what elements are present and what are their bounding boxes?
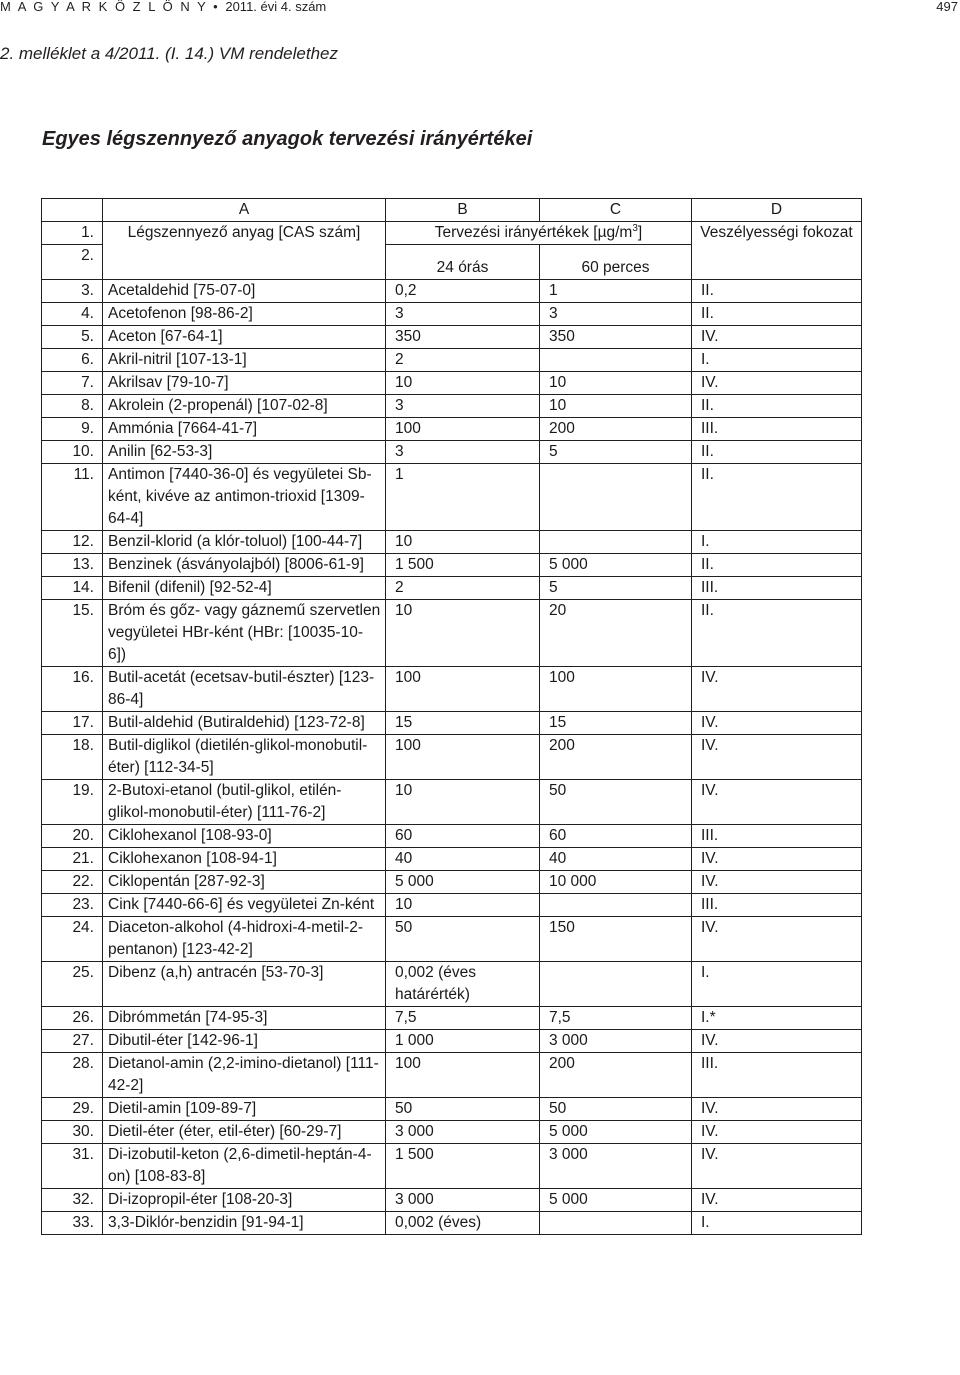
value-24h-cell: 2 (386, 349, 540, 372)
value-24h-cell: 1 (386, 464, 540, 531)
table-row (42, 917, 862, 962)
value-60m-cell: 100 (540, 667, 692, 712)
col-letter-c: C (540, 199, 692, 222)
hazard-cell: II. (692, 441, 862, 464)
substance-cell: Dietil-amin [109-89-7] (103, 1098, 386, 1121)
value-24h-cell: 3 000 (386, 1121, 540, 1144)
row-number: 26. (42, 1007, 103, 1030)
table-row (42, 280, 862, 303)
row-number: 2. (42, 245, 103, 280)
hazard-cell: I. (692, 1212, 862, 1235)
table-row (42, 372, 862, 395)
value-60m-cell (540, 962, 692, 1007)
hazard-cell: IV. (692, 1030, 862, 1053)
table-row (42, 894, 862, 917)
substance-cell: Anilin [62-53-3] (103, 441, 386, 464)
substance-cell: Akril-nitril [107-13-1] (103, 349, 386, 372)
substance-cell: Bróm és gőz- vagy gáznemű szervetlen vegyületei HBr-ként (HBr: [10035-10-6]) (103, 600, 386, 667)
journal-name: M A G Y A R K Ö Z L Ö N Y (0, 0, 208, 14)
value-24h-cell: 100 (386, 418, 540, 441)
row-number: 8. (42, 395, 103, 418)
hazard-cell: IV. (692, 712, 862, 735)
row-number: 3. (42, 280, 103, 303)
value-24h-cell: 100 (386, 1053, 540, 1098)
value-24h-cell: 7,5 (386, 1007, 540, 1030)
hazard-cell: IV. (692, 917, 862, 962)
table-row (42, 962, 862, 1007)
hazard-cell: IV. (692, 667, 862, 712)
substance-cell: Ammónia [7664-41-7] (103, 418, 386, 441)
hazard-cell: IV. (692, 1098, 862, 1121)
substance-header: Légszennyező anyag [CAS szám] (103, 222, 386, 280)
hazard-cell: I. (692, 962, 862, 1007)
sub-header-24h: 24 órás (386, 245, 540, 280)
value-60m-cell (540, 894, 692, 917)
row-number: 15. (42, 600, 103, 667)
hazard-cell: I. (692, 349, 862, 372)
col-letter-d: D (692, 199, 862, 222)
header-row-1 (42, 222, 862, 245)
value-60m-cell: 10 (540, 372, 692, 395)
row-number: 22. (42, 871, 103, 894)
value-24h-cell: 1 500 (386, 554, 540, 577)
row-number: 31. (42, 1144, 103, 1189)
hazard-cell: III. (692, 1053, 862, 1098)
substance-cell: Bifenil (difenil) [92-52-4] (103, 577, 386, 600)
value-60m-cell: 150 (540, 917, 692, 962)
row-number: 29. (42, 1098, 103, 1121)
substance-cell: Akrolein (2-propenál) [107-02-8] (103, 395, 386, 418)
row-number: 7. (42, 372, 103, 395)
table-row (42, 1121, 862, 1144)
values-table-body (42, 199, 862, 1235)
hazard-cell: II. (692, 600, 862, 667)
row-number: 21. (42, 848, 103, 871)
design-values-end: ] (637, 224, 643, 241)
page-number: 497 (936, 0, 958, 14)
value-60m-cell (540, 1212, 692, 1235)
value-24h-cell: 3 000 (386, 1189, 540, 1212)
table-row (42, 418, 862, 441)
value-60m-cell (540, 464, 692, 531)
row-number: 13. (42, 554, 103, 577)
value-24h-cell: 3 (386, 303, 540, 326)
table-row (42, 871, 862, 894)
table-row (42, 1007, 862, 1030)
substance-cell: Cink [7440-66-6] és vegyületei Zn-ként (103, 894, 386, 917)
value-60m-cell: 200 (540, 1053, 692, 1098)
value-60m-cell: 20 (540, 600, 692, 667)
substance-cell: Akrilsav [79-10-7] (103, 372, 386, 395)
hazard-cell: III. (692, 825, 862, 848)
col-letter-b: B (386, 199, 540, 222)
value-60m-cell: 5 000 (540, 1121, 692, 1144)
value-24h-cell: 3 (386, 395, 540, 418)
value-60m-cell (540, 349, 692, 372)
value-24h-cell: 0,002 (éves) (386, 1212, 540, 1235)
row-number: 28. (42, 1053, 103, 1098)
value-24h-cell: 10 (386, 372, 540, 395)
table-row (42, 1144, 862, 1189)
value-60m-cell: 10 (540, 395, 692, 418)
value-60m-cell: 5 (540, 577, 692, 600)
substance-cell: Butil-diglikol (dietilén-glikol-monobutil-éter) [112-34-5] (103, 735, 386, 780)
hazard-header: Veszélyességi fokozat (692, 222, 862, 280)
row-number: 30. (42, 1121, 103, 1144)
table-row (42, 1212, 862, 1235)
table-row (42, 1053, 862, 1098)
substance-cell: Ciklohexanol [108-93-0] (103, 825, 386, 848)
row-number: 1. (42, 222, 103, 245)
substance-cell: Butil-acetát (ecetsav-butil-észter) [123-86-4] (103, 667, 386, 712)
value-24h-cell: 10 (386, 531, 540, 554)
row-number: 16. (42, 667, 103, 712)
substance-cell: Aceton [67-64-1] (103, 326, 386, 349)
hazard-cell: II. (692, 464, 862, 531)
row-number: 27. (42, 1030, 103, 1053)
substance-cell: Dietanol-amin (2,2-imino-dietanol) [111-42-2] (103, 1053, 386, 1098)
hazard-cell: II. (692, 554, 862, 577)
value-60m-cell: 1 (540, 280, 692, 303)
row-number: 14. (42, 577, 103, 600)
table-row (42, 735, 862, 780)
value-24h-cell: 350 (386, 326, 540, 349)
substance-cell: Di-izopropil-éter [108-20-3] (103, 1189, 386, 1212)
table-row (42, 1098, 862, 1121)
table-row (42, 600, 862, 667)
table-row (42, 712, 862, 735)
value-60m-cell: 350 (540, 326, 692, 349)
substance-cell: Di-izobutil-keton (2,6-dimetil-heptán-4-on) [108-83-8] (103, 1144, 386, 1189)
value-60m-cell: 50 (540, 1098, 692, 1121)
table-row (42, 441, 862, 464)
substance-cell: Antimon [7440-36-0] és vegyületei Sb-ként, kivéve az antimon-trioxid [1309-64-4] (103, 464, 386, 531)
table-row (42, 825, 862, 848)
table-row (42, 667, 862, 712)
hazard-cell: II. (692, 280, 862, 303)
hazard-cell: IV. (692, 372, 862, 395)
hazard-cell: III. (692, 418, 862, 441)
value-60m-cell (540, 531, 692, 554)
value-24h-cell: 10 (386, 780, 540, 825)
substance-cell: Acetaldehid [75-07-0] (103, 280, 386, 303)
design-values-text: Tervezési irányértékek [µg/m (434, 224, 633, 241)
value-24h-cell: 100 (386, 735, 540, 780)
row-number: 9. (42, 418, 103, 441)
table-row (42, 326, 862, 349)
page-title: Egyes légszennyező anyagok tervezési irányértékei (42, 128, 533, 150)
value-24h-cell: 50 (386, 1098, 540, 1121)
value-60m-cell: 50 (540, 780, 692, 825)
hazard-cell: IV. (692, 848, 862, 871)
substance-cell: Dibrómmetán [74-95-3] (103, 1007, 386, 1030)
substance-cell: Butil-aldehid (Butiraldehid) [123-72-8] (103, 712, 386, 735)
value-60m-cell: 10 000 (540, 871, 692, 894)
value-24h-cell: 60 (386, 825, 540, 848)
value-60m-cell: 7,5 (540, 1007, 692, 1030)
row-number: 17. (42, 712, 103, 735)
table-row (42, 349, 862, 372)
value-24h-cell: 0,002 (éves határérték) (386, 962, 540, 1007)
row-number: 20. (42, 825, 103, 848)
row-number: 11. (42, 464, 103, 531)
table-row (42, 554, 862, 577)
substance-cell: Benzinek (ásványolajból) [8006-61-9] (103, 554, 386, 577)
hazard-cell: IV. (692, 780, 862, 825)
table-row (42, 303, 862, 326)
value-24h-cell: 100 (386, 667, 540, 712)
value-24h-cell: 15 (386, 712, 540, 735)
value-60m-cell: 15 (540, 712, 692, 735)
value-24h-cell: 2 (386, 577, 540, 600)
substance-cell: 3,3-Diklór-benzidin [91-94-1] (103, 1212, 386, 1235)
substance-cell: Dietil-éter (éter, etil-éter) [60-29-7] (103, 1121, 386, 1144)
substance-cell: Diaceton-alkohol (4-hidroxi-4-metil-2-pentanon) [123-42-2] (103, 917, 386, 962)
value-60m-cell: 5 (540, 441, 692, 464)
row-number: 5. (42, 326, 103, 349)
header-bullet: • (213, 0, 220, 14)
row-number: 10. (42, 441, 103, 464)
values-table (41, 198, 862, 1235)
row-number: 19. (42, 780, 103, 825)
hazard-cell: IV. (692, 735, 862, 780)
design-values-header (386, 222, 692, 245)
table-row (42, 848, 862, 871)
row-number: 33. (42, 1212, 103, 1235)
hazard-cell: I. (692, 531, 862, 554)
column-letter-row (42, 199, 862, 222)
table-row (42, 464, 862, 531)
issue-label: 2011. évi 4. szám (225, 0, 327, 14)
substance-cell: Acetofenon [98-86-2] (103, 303, 386, 326)
design-values-sup: 3 (632, 222, 638, 234)
substance-cell: 2-Butoxi-etanol (butil-glikol, etilén-glikol-monobutil-éter) [111-76-2] (103, 780, 386, 825)
value-60m-cell: 60 (540, 825, 692, 848)
substance-cell: Ciklohexanon [108-94-1] (103, 848, 386, 871)
value-24h-cell: 40 (386, 848, 540, 871)
value-24h-cell: 50 (386, 917, 540, 962)
page-header (0, 0, 960, 14)
hazard-cell: IV. (692, 871, 862, 894)
table-row (42, 531, 862, 554)
col-letter-a: A (103, 199, 386, 222)
table-row (42, 577, 862, 600)
substance-cell: Dibenz (a,h) antracén [53-70-3] (103, 962, 386, 1007)
value-24h-cell: 1 500 (386, 1144, 540, 1189)
value-24h-cell: 3 (386, 441, 540, 464)
sub-header-60m: 60 perces (540, 245, 692, 280)
row-number: 18. (42, 735, 103, 780)
hazard-cell: IV. (692, 326, 862, 349)
hazard-cell: II. (692, 395, 862, 418)
hazard-cell: IV. (692, 1144, 862, 1189)
row-number: 25. (42, 962, 103, 1007)
hazard-cell: IV. (692, 1121, 862, 1144)
substance-cell: Dibutil-éter [142-96-1] (103, 1030, 386, 1053)
table-row (42, 780, 862, 825)
value-24h-cell: 5 000 (386, 871, 540, 894)
value-60m-cell: 3 (540, 303, 692, 326)
table-row (42, 395, 862, 418)
value-60m-cell: 200 (540, 418, 692, 441)
table-row (42, 1030, 862, 1053)
row-number: 4. (42, 303, 103, 326)
value-24h-cell: 1 000 (386, 1030, 540, 1053)
value-24h-cell: 10 (386, 600, 540, 667)
journal-header (0, 0, 326, 14)
corner-cell (42, 199, 103, 222)
value-60m-cell: 5 000 (540, 1189, 692, 1212)
value-24h-cell: 0,2 (386, 280, 540, 303)
row-number: 32. (42, 1189, 103, 1212)
value-60m-cell: 5 000 (540, 554, 692, 577)
hazard-cell: III. (692, 577, 862, 600)
substance-cell: Ciklopentán [287-92-3] (103, 871, 386, 894)
hazard-cell: II. (692, 303, 862, 326)
value-60m-cell: 40 (540, 848, 692, 871)
annex-line: 2. melléklet a 4/2011. (I. 14.) VM rendelethez (0, 44, 338, 63)
substance-cell: Benzil-klorid (a klór-toluol) [100-44-7] (103, 531, 386, 554)
value-60m-cell: 200 (540, 735, 692, 780)
hazard-cell: I.* (692, 1007, 862, 1030)
value-60m-cell: 3 000 (540, 1030, 692, 1053)
value-60m-cell: 3 000 (540, 1144, 692, 1189)
row-number: 12. (42, 531, 103, 554)
value-24h-cell: 10 (386, 894, 540, 917)
table-row (42, 1189, 862, 1212)
hazard-cell: III. (692, 894, 862, 917)
row-number: 6. (42, 349, 103, 372)
hazard-cell: IV. (692, 1189, 862, 1212)
row-number: 23. (42, 894, 103, 917)
row-number: 24. (42, 917, 103, 962)
